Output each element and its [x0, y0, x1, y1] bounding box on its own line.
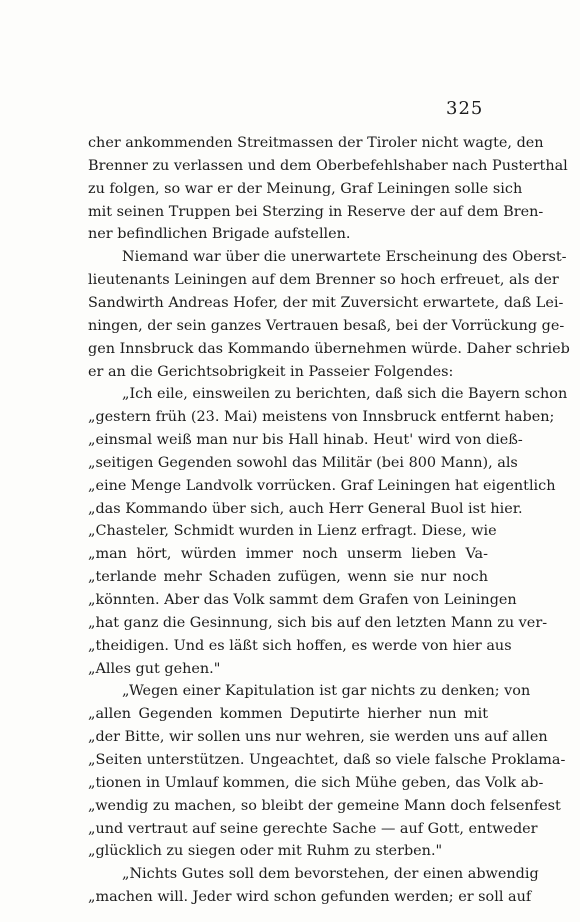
text-line: cher ankommenden Streitmassen der Tiroler nicht wagte, den [88, 135, 544, 151]
text-line: „und vertraut auf seine gerechte Sache — auf Gott, entweder [88, 820, 538, 837]
text-line: „terlande mehr Schaden zufügen, wenn sie nur noch [88, 569, 488, 586]
text-line: „wendig zu machen, so bleibt der gemeine Mann doch felsenfest [88, 797, 561, 814]
text-line: „hat ganz die Gesinnung, sich bis auf den letzten Mann zu ver- [88, 614, 548, 631]
text-line: „Chasteler, Schmidt wurden in Lienz erfragt. Diese, wie [88, 523, 497, 540]
text-line: „Alles gut gehen." [88, 660, 221, 677]
text-line: zu folgen, so war er der Meinung, Graf Leiningen solle sich [88, 180, 523, 197]
page-number: 325 [446, 98, 484, 119]
text-line: „einsmal weiß man nur bis Hall hinab. Heut' wird von dieß- [88, 432, 523, 449]
text-line: „tionen in Umlauf kommen, die sich Mühe geben, das Volk ab- [88, 774, 544, 791]
text-line: Sandwirth Andreas Hofer, der mit Zuversicht erwartete, daß Lei- [88, 294, 564, 311]
text-line: „das Kommando über sich, auch Herr General Buol ist hier. [88, 500, 523, 517]
text-line: „machen will. Jeder wird schon gefunden werden; er soll auf [88, 889, 532, 906]
text-line: „gestern früh (23. Mai) meistens von Innsbruck entfernt haben; [88, 409, 555, 426]
text-line: „allen Gegenden kommen Deputirte hierher nun mit [88, 706, 488, 723]
text-line: Niemand war über die unerwartete Erscheinung des Oberst- [122, 249, 567, 266]
text-line: mit seinen Truppen bei Sterzing in Reserve der auf dem Bren- [88, 203, 544, 220]
text-line: „eine Menge Landvolk vorrücken. Graf Leiningen hat eigentlich [88, 477, 556, 494]
text-line: „könnten. Aber das Volk sammt dem Grafen von Leiningen [88, 592, 517, 608]
text-line: „Nichts Gutes soll dem bevorstehen, der einen abwendig [122, 866, 539, 883]
text-line: „man hört, würden immer noch unserm lieben Va- [88, 546, 488, 563]
text-line: Brenner zu verlassen und dem Oberbefehlshaber nach Pusterthal [88, 157, 568, 174]
text-line: ner befindlichen Brigade aufstellen. [88, 226, 351, 243]
text-line: gen Innsbruck das Kommando übernehmen würde. Daher schrieb [88, 340, 570, 357]
text-line: lieutenants Leiningen auf dem Brenner so hoch erfreuet, als der [88, 272, 559, 289]
text-line: „Seiten unterstützen. Ungeachtet, daß so viele falsche Proklama- [88, 751, 566, 768]
text-line: „Wegen einer Kapitulation ist gar nichts zu denken; von [122, 683, 531, 700]
text-line: er an die Gerichtsobrigkeit in Passeier Folgendes: [88, 363, 454, 380]
text-line: „der Bitte, wir sollen uns nur wehren, sie werden uns auf allen [88, 729, 548, 746]
text-line: „Ich eile, einsweilen zu berichten, daß sich die Bayern schon [122, 386, 568, 403]
text-line: „theidigen. Und es läßt sich hoffen, es werde von hier aus [88, 637, 512, 654]
text-line: „glücklich zu siegen oder mit Ruhm zu sterben." [88, 843, 443, 860]
text-line: „seitigen Gegenden sowohl das Militär (bei 800 Mann), als [88, 454, 518, 471]
text-line: ningen, der sein ganzes Vertrauen besaß, bei der Vorrückung ge- [88, 317, 565, 334]
